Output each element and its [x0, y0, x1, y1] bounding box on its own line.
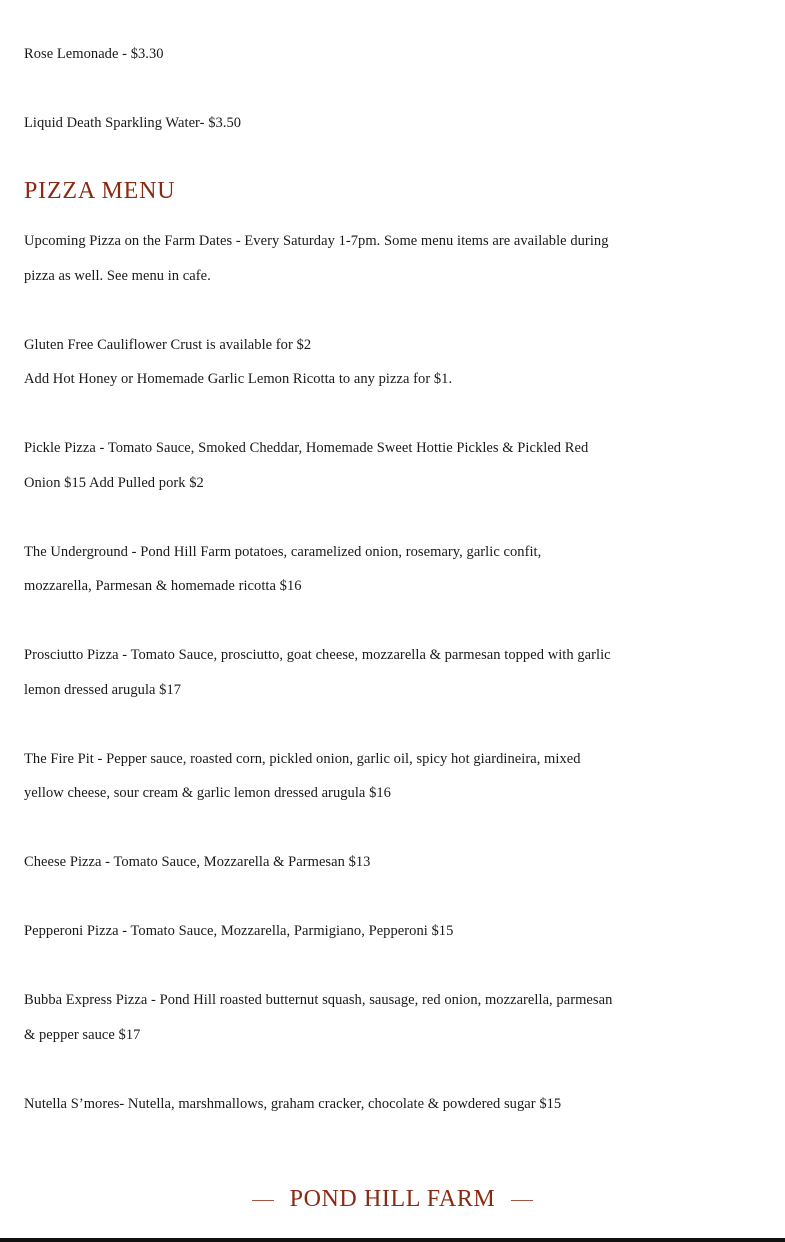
gluten-free-note: Gluten Free Cauliflower Crust is available for $2	[24, 337, 312, 353]
menu-item-cheese-pizza: Cheese Pizza - Tomato Sauce, Mozzarella & Parmesan $13	[24, 854, 371, 870]
menu-item-bubba-express-line-1: Bubba Express Pizza - Pond Hill roasted butternut squash, sausage, red onion, mozzarella, parmesan	[24, 992, 613, 1008]
drink-rose-lemonade: Rose Lemonade - $3.30	[24, 46, 164, 62]
menu-item-pickle-pizza-line-2: Onion $15 Add Pulled pork $2	[24, 475, 204, 491]
pizza-dates-line-1: Upcoming Pizza on the Farm Dates - Every Saturday 1-7pm. Some menu items are available during	[24, 233, 609, 249]
menu-item-underground-line-2: mozzarella, Parmesan & homemade ricotta $16	[24, 578, 302, 594]
menu-item-pickle-pizza-line-1: Pickle Pizza - Tomato Sauce, Smoked Cheddar, Homemade Sweet Hottie Pickles & Pickled Red	[24, 440, 589, 456]
menu-item-fire-pit-line-2: yellow cheese, sour cream & garlic lemon dressed arugula $16	[24, 785, 391, 801]
pizza-dates-line-2: pizza as well. See menu in cafe.	[24, 268, 211, 284]
bottom-rule	[0, 1238, 785, 1242]
menu-item-nutella-smores: Nutella S’mores- Nutella, marshmallows, graham cracker, chocolate & powdered sugar $15	[24, 1096, 562, 1112]
menu-item-prosciutto-line-1: Prosciutto Pizza - Tomato Sauce, prosciutto, goat cheese, mozzarella & parmesan topped with garlic	[24, 647, 611, 663]
menu-item-prosciutto-line-2: lemon dressed arugula $17	[24, 682, 182, 698]
add-on-note: Add Hot Honey or Homemade Garlic Lemon Ricotta to any pizza for $1.	[24, 371, 453, 387]
footer-brand	[0, 1184, 785, 1214]
menu-item-fire-pit-line-1: The Fire Pit - Pepper sauce, roasted corn, pickled onion, garlic oil, spicy hot giardineira, mixed	[24, 751, 581, 767]
drink-liquid-death: Liquid Death Sparkling Water- $3.50	[24, 115, 242, 131]
footer-dash-right	[511, 1200, 533, 1201]
footer-dash-left	[252, 1200, 274, 1201]
pizza-menu-heading: PIZZA MENU	[24, 178, 176, 204]
footer-brand-text[interactable]: POND HILL FARM	[289, 1186, 496, 1212]
menu-item-bubba-express-line-2: & pepper sauce $17	[24, 1027, 141, 1043]
menu-item-underground-line-1: The Underground - Pond Hill Farm potatoes, caramelized onion, rosemary, garlic confit,	[24, 544, 542, 560]
menu-item-pepperoni-pizza: Pepperoni Pizza - Tomato Sauce, Mozzarella, Parmigiano, Pepperoni $15	[24, 923, 454, 939]
